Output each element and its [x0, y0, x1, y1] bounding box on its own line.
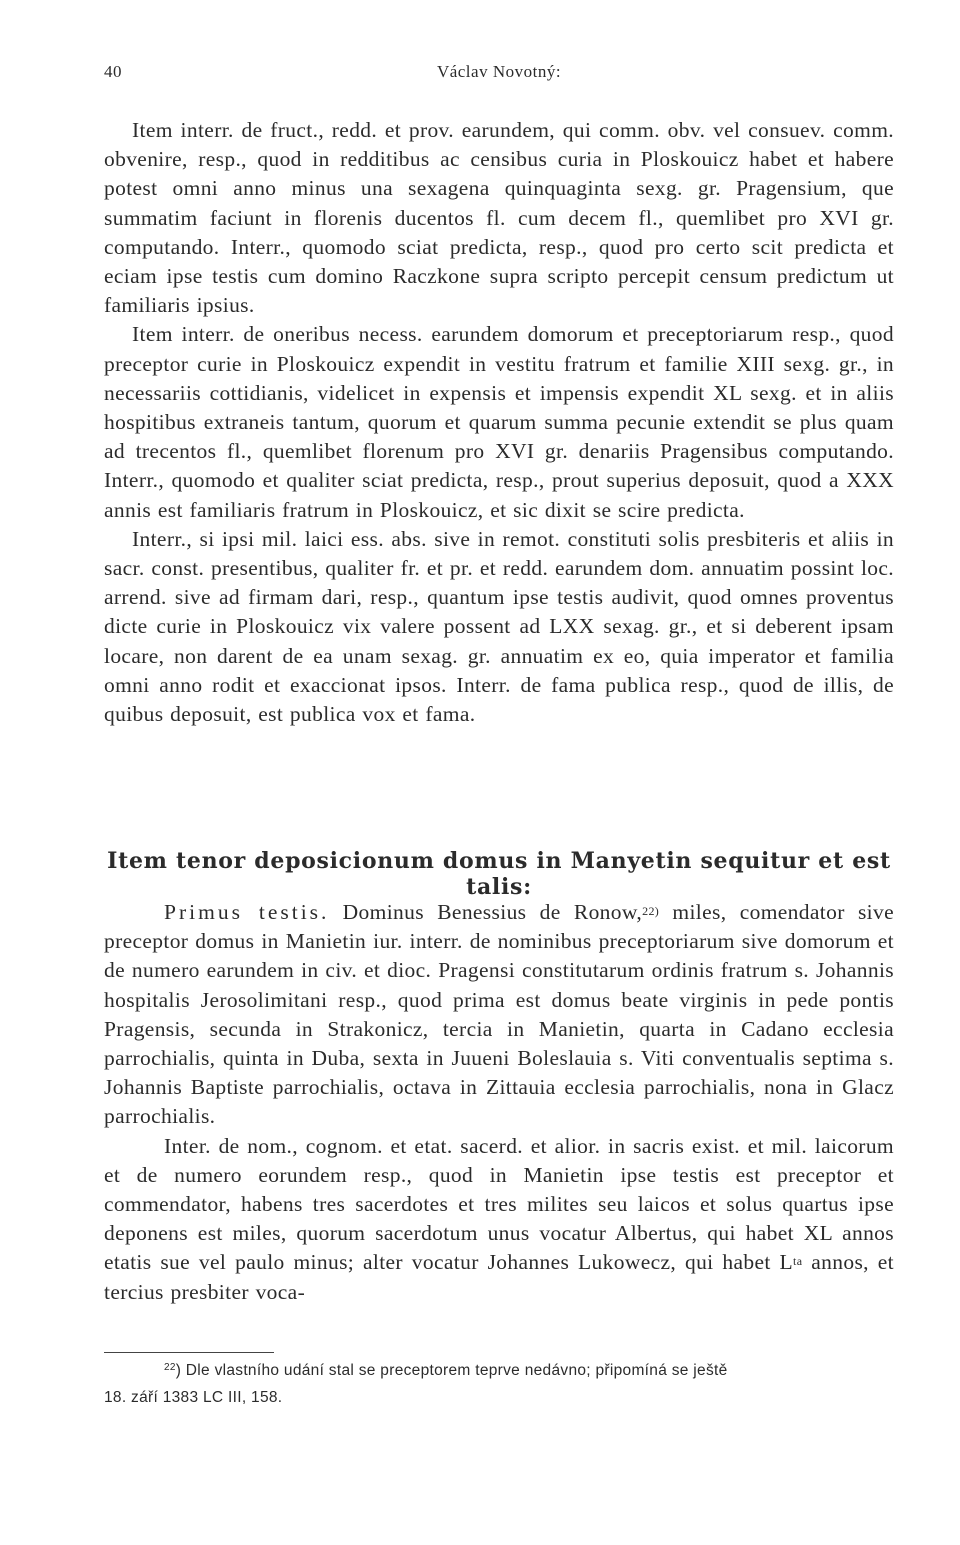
footnote-reference: 22): [642, 904, 660, 918]
paragraph-locatio: Interr., si ipsi mil. laici ess. abs. sive in remot. constituti solis presbiteris et aliis in sacr. const. presentibus, qualiter fr. et pr. et redd. earundem dom. annuatim possint loc. arrend. sive ad firmam dari, resp., quantum ipse testis audivit, quod omnes proventus dicte curie in Ploskouicz vix valere possent ad LXX sexag. gr., et si deberent ipsam locare, non darent de ea unam sexag. gr. annuatim ex eo, quia imperator et familia omni anno rodit et exaccionat ipsos. Interr. de fama publica resp., quod de illis, de quibus deposuit, est publica vox et fama.: [104, 526, 894, 727]
footnote-line-1: [104, 1358, 894, 1385]
paragraph-primus-testis: [104, 898, 894, 1132]
footnote-divider: [104, 1352, 274, 1353]
deposition-text-ploskovice: [104, 116, 894, 729]
primus-testis-text-a: Dominus Benessius de Ronow,: [329, 900, 643, 924]
paragraph-onera: Item interr. de oneribus necess. earundem domorum et preceptoriarum resp., quod preceptor curie in Ploskouicz expendit in vestitu fratrum et familie XIII sexg. gr., in necessariis cottidianis, videlicet in expensis et impensis expendit XL sexg. et in aliis hospitibus extraneis tantum, quorum et quarum summa pecunie extendit se plus quam ad trecentos fl., quemlibet florenum pro XVI gr. denariis Pragensibus computando. Interr., quomodo et qualiter sciat predicta, resp., prout superius deposuit, quod a XXX annis est familiaris fratrum in Ploskouicz, et sic dixit se scire predicta.: [104, 322, 894, 522]
primus-testis-label: Primus testis.: [164, 900, 330, 924]
footnote-line-2: 18. září 1383 LC III, 158.: [104, 1389, 283, 1406]
superscript-ta: ta: [793, 1254, 803, 1269]
footnote-text-a: ) Dle vlastního udání stal se preceptorem teprve nedávno; připomíná se ještě: [175, 1362, 728, 1379]
paragraph-nomina: [104, 1132, 894, 1307]
section-heading: Item tenor deposicionum domus in Manyetin sequitur et est talis:: [107, 848, 891, 900]
running-head: [104, 62, 894, 86]
nomina-text-b: annos, et tercius presbiter voca-: [104, 1250, 894, 1304]
nomina-text-a: Inter. de nom., cognom. et etat. sacerd. et alior. in sacris exist. et mil. laicorum et de numero eorundem resp., quod in Manietin ipse testis est preceptor et commendator, habens tres sacerdotes et tres milites seu laicos et solus quartus ipse deponens est miles, quorum sacerdotum unus vocatur Albertus, qui habet XL annos etatis sue vel paulo minus; alter vocatur Johannes Lukowecz, qui habet L: [104, 1133, 894, 1275]
paragraph-fructus: Item interr. de fruct., redd. et prov. earundem, qui comm. obv. vel consuev. comm. obvenire, resp., quod in redditibus ac censibus curia in Ploskouicz habet et habere potest omni anno minus una sexagena quinquaginta sexg. gr. Pragensium, que summatim faciunt in florenis ducentos fl. cum decem fl., quemlibet pro XVI gr. computando. Interr., quomodo sciat predicta, resp., quod pro certo scit predicta et eciam ipse testis cum domino Raczkone supra scripto percepit censum predictum ut familiaris ipsius.: [104, 118, 894, 318]
deposition-text-manetin: [104, 898, 894, 1307]
running-title: Václav Novotný:: [436, 62, 562, 81]
page-number: 40: [104, 62, 122, 81]
footnote: [104, 1358, 894, 1410]
footnote-mark: 22: [164, 1362, 176, 1373]
primus-testis-text-b: miles, comendator sive preceptor domus in Manietin iur. interr. de nominibus preceptoriarum sive domorum et de numero earundem in civ. et dioc. Pragensi constitutarum ordinis fratrum s. Johannis hospitalis Jerosolimitani resp., quod prima est domus beate virginis in pede pontis Pragensis, secunda in Strakonicz, tercia in Manietin, quarta in Cadano ecclesia parrochialis, quinta in Duba, sexta in Juueni Boleslauia s. Viti conventualis septima s. Johannis Baptiste parrochialis, octava in Zittauia ecclesia parrochialis, nona in Glacz parrochialis.: [104, 900, 894, 1129]
